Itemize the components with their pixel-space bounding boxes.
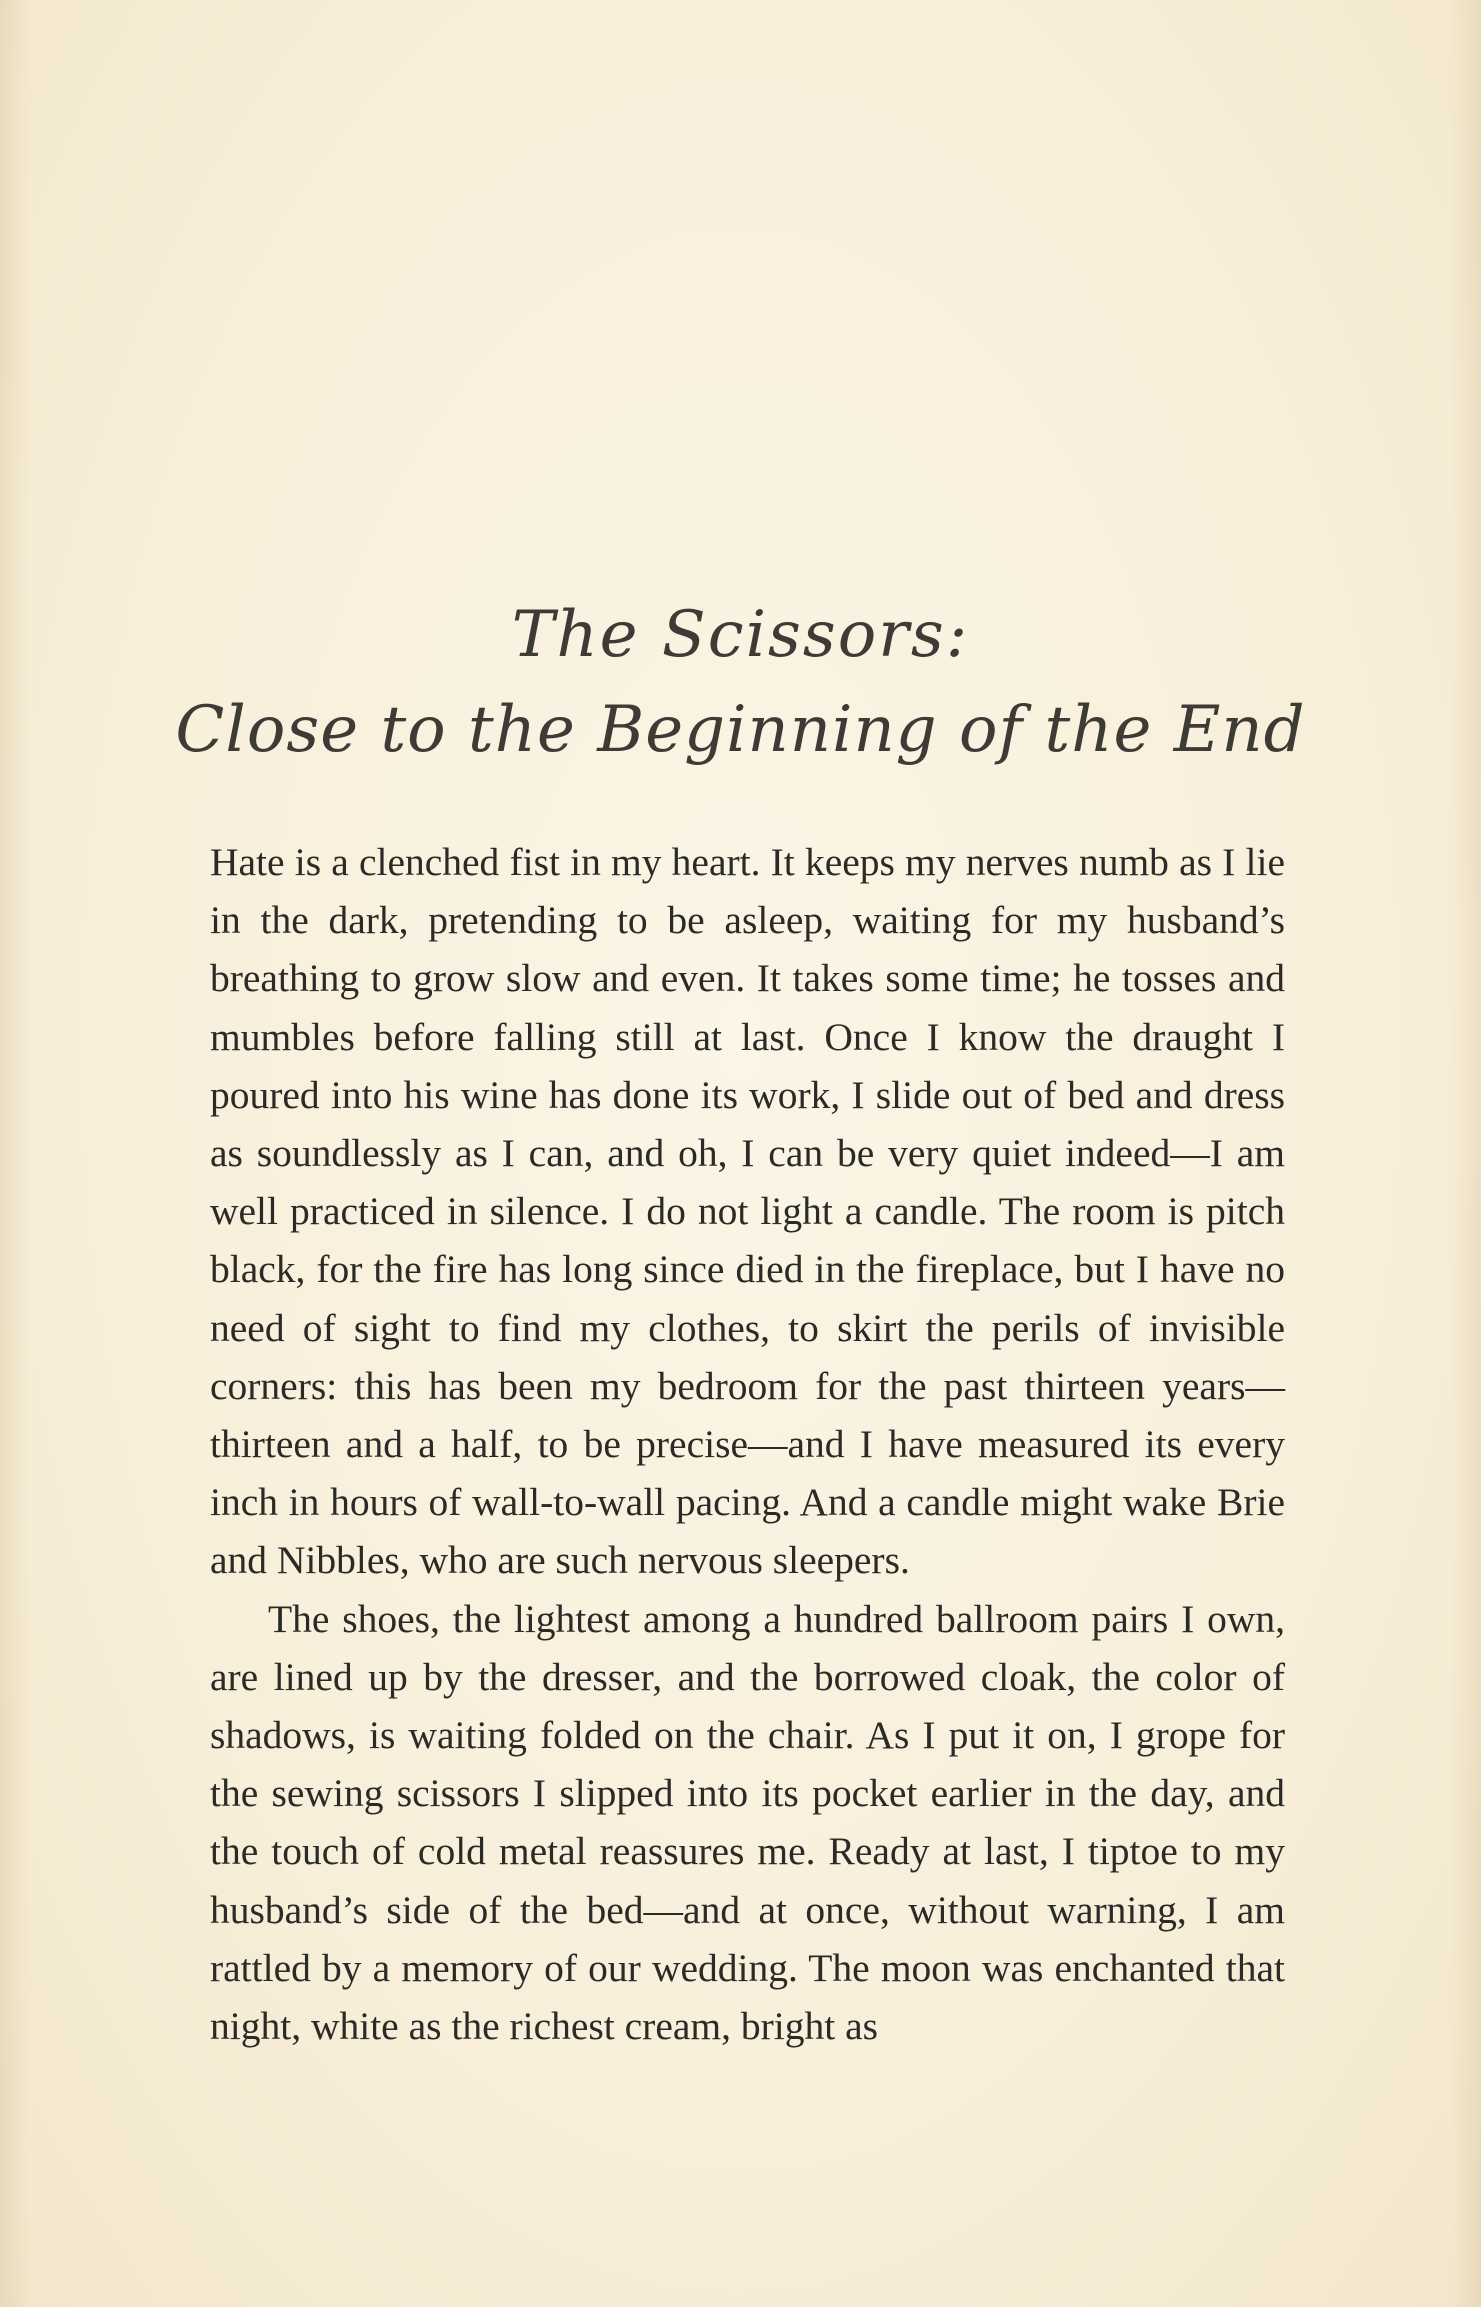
page-edge-left (0, 0, 30, 2307)
chapter-title-line-2: Close to the Beginning of the End (175, 693, 1306, 767)
chapter-title-line-1: The Scissors: (511, 598, 970, 672)
chapter-title (0, 590, 1481, 780)
paragraph-1: Hate is a clenched fist in my heart. It keeps my nerves numb as I lie in the dark, pretending to be asleep, waiting for my husband’s breathing to grow slow and even. It takes some time; he tosses and mumbles before falling still at last. Once I know the draught I poured into his wine has done its work, I slide out of bed and dress as soundlessly as I can, and oh, I can be very quiet indeed—I am well practiced in silence. I do not light a candle. The room is pitch black, for the fire has long since died in the fireplace, but I have no need of sight to find my clothes, to skirt the perils of invisible corners: this has been my bedroom for the past thirteen years—thirteen and a half, to be precise—and I have measured its every inch in hours of wall-to-wall pacing. And a candle might wake Brie and Nibbles, who are such nervous sleepers. (210, 840, 1285, 1583)
page-edge-right (1451, 0, 1481, 2307)
chapter-body (210, 833, 1285, 2055)
paragraph-2: The shoes, the lightest among a hundred ballroom pairs I own, are lined up by the dresser, and the borrowed cloak, the color of shadows, is waiting folded on the chair. As I put it on, I grope for the sewing scissors I slipped into its pocket earlier in the day, and the touch of cold metal reassures me. Ready at last, I tiptoe to my husband’s side of the bed—and at once, without warning, I am rattled by a memory of our wedding. The moon was enchanted that night, white as the richest cream, bright as (210, 1596, 1285, 2049)
